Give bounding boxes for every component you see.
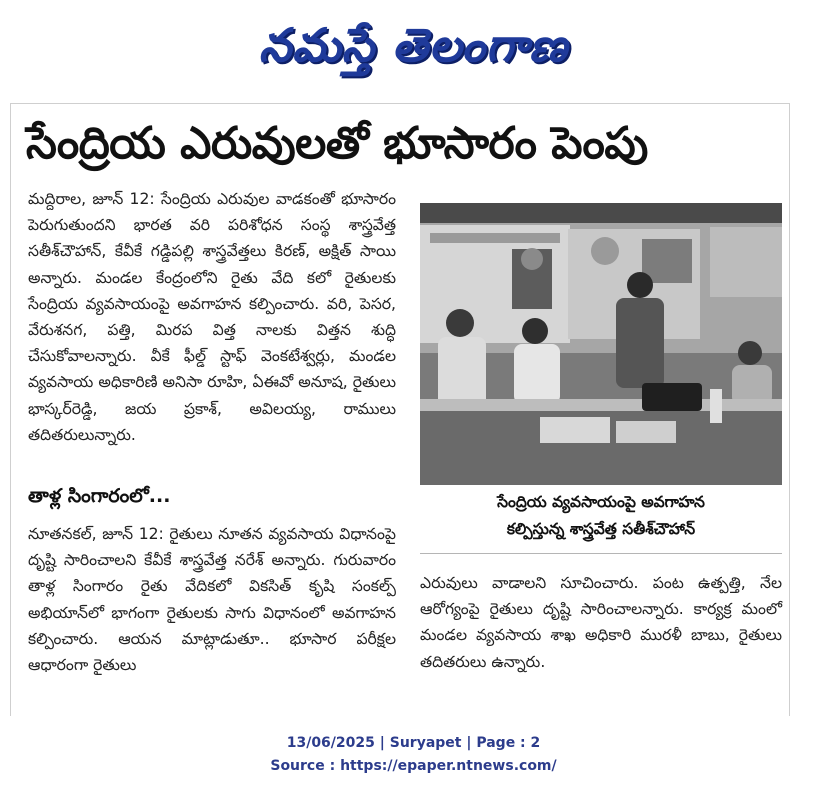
- article-paragraph-1: మద్దిరాల, జూన్ 12: సేంద్రియ ఎరువుల వాడకంతో భూసారం పెరుగుతుందని భారత వరి పరిశోధన సంస్థ శాస్త్రవేత్త సతీశ్‌చౌహాన్, కేవీకే గడ్డిపల్లి శాస్త్రవేత్తలు కిరణ్, అక్షిత్ సాయి అన్నారు. మండల కేంద్రంలోని రైతు వేది కలో రైతులకు సేంద్రియ వ్యవసాయంపై అవగాహన కల్పించారు. వరి, పెసర, వేరుశనగ, పత్తి, మిరప విత్త నాలకు విత్తన శుద్ధి చేసుకోవాలన్నారు. వీకే ఫీల్డ్ స్టాఫ్ వెంకటేశ్వర్లు, మండల వ్యవసాయ అధికారిణి అనిసా రూహి, ఏఈవో అనూష, రైతులు భాస్కర్‌రెడ్డి, జయ ప్రకాశ్, అవిలయ్య, రాములు తదితరులున్నారు.: [28, 190, 396, 444]
- page-footer: [0, 732, 827, 782]
- article-paragraph-2: నూతనకల్, జూన్ 12: రైతులు నూతన వ్యవసాయ విధానంపై దృష్టి సారించాలని కేవీకే శాస్త్రవేత్త నరేశ్ అన్నారు. గురువారం తాళ్ల సింగారం రైతు వేదికలో వికసిత్ కృషి సంకల్ప్ అభియాన్‌లో భాగంగా రైతులకు సాగు విధానంలో అవగాహన కల్పించారు. ఆయన మాట్లాడుతూ.. భూసార పరీక్షల ఆధారంగా రైతులు: [28, 525, 396, 675]
- footer-dateline: 13/06/2025 | Suryapet | Page : 2: [286, 735, 541, 751]
- article-headline: సేంద్రియ ఎరువులతో భూసారం పెంపు: [26, 118, 648, 169]
- masthead: [0, 6, 827, 84]
- masthead-logo: నమస్తే తెలంగాణ: [258, 18, 569, 72]
- footer-source: Source : https://epaper.ntnews.com/: [270, 758, 557, 774]
- article-subhead: తాళ్ల సింగారంలో...: [28, 485, 171, 507]
- photo-caption: [420, 489, 782, 554]
- caption-line-1: సేంద్రియ వ్యవసాయంపై అవగాహన: [497, 493, 705, 511]
- caption-line-2: కల్పిస్తున్న శాస్త్రవేత్త సతీశ్‌చౌహాన్: [506, 520, 696, 538]
- article-photo: [420, 203, 782, 485]
- article-paragraph-3: ఎరువులు వాడాలని సూచించారు. పంట ఉత్పత్తి, నేల ఆరోగ్యంపై రైతులు దృష్టి సారించాలన్నారు. కార్యక్ర మంలో మండల వ్యవసాయ శాఖ అధికారి మురళీ బాబు, రైతులు తదితరులు ఉన్నారు.: [420, 574, 782, 671]
- photo-illustration: [420, 203, 782, 485]
